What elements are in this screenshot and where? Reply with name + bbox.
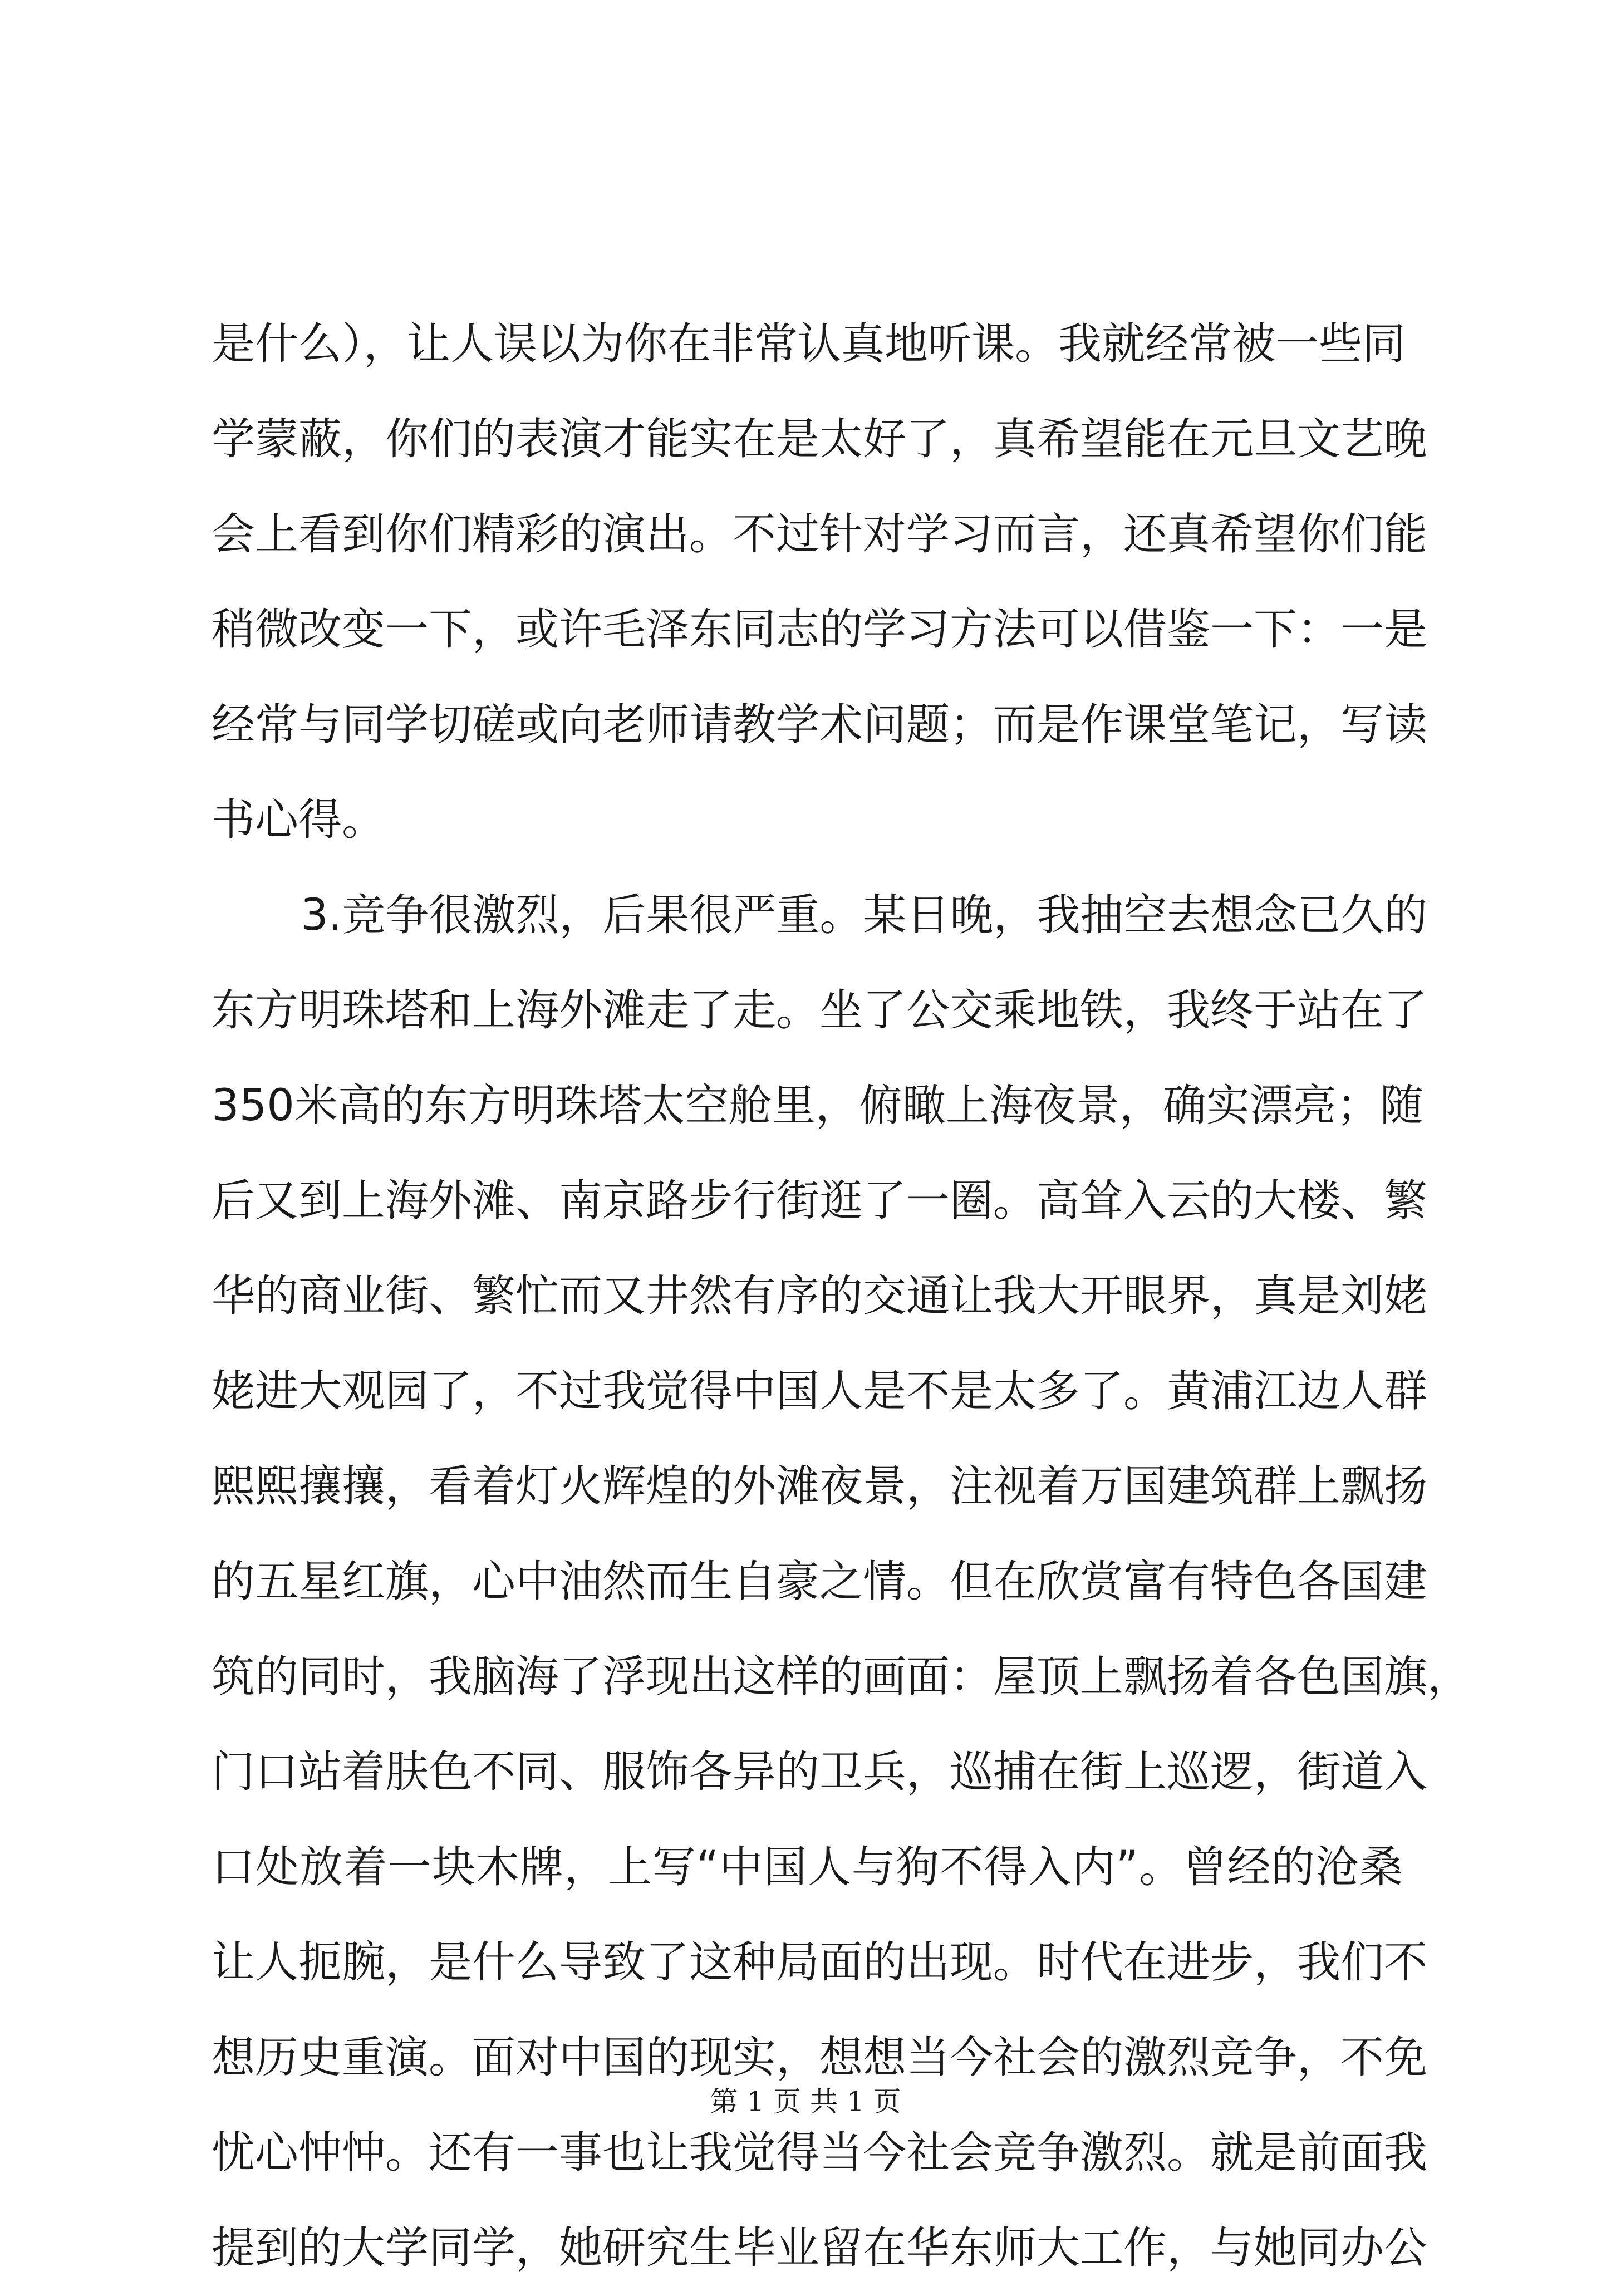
- text-line: 华的商业街、繁忙而又井然有序的交通让我大开眼界，真是刘姥: [212, 1271, 1428, 1321]
- text-line: 学蒙蔽，你们的表演才能实在是太好了，真希望能在元旦文艺晚: [212, 414, 1428, 464]
- text-line: 姥进大观园了，不过我觉得中国人是不是太多了。黄浦江边人群: [212, 1366, 1428, 1416]
- text-line: 提到的大学同学，她研究生毕业留在华东师大工作，与她同办公: [212, 2223, 1428, 2273]
- text-line: 书心得。: [212, 795, 386, 845]
- text-line: 经常与同学切磋或向老师请教学术问题；而是作课堂笔记，写读: [212, 700, 1428, 750]
- text-line: 想历史重演。面对中国的现实，想想当今社会的激烈竞争，不免: [212, 2033, 1428, 2083]
- text-line: 是什么），让人误以为你在非常认真地听课。我就经常被一些同: [212, 319, 1406, 369]
- text-line: 让人扼腕，是什么导致了这种局面的出现。时代在进步，我们不: [212, 1937, 1428, 1988]
- text-line: 会上看到你们精彩的演出。不过针对学习而言，还真希望你们能: [212, 509, 1428, 560]
- text-line: 口处放着一块木牌，上写“中国人与狗不得入内”。曾经的沧桑: [212, 1842, 1403, 1892]
- text-line: 筑的同时，我脑海了浮现出这样的画面：屋顶上飘扬着各色国旗，: [212, 1652, 1471, 1702]
- text-line: 后又到上海外滩、南京路步行街逛了一圈。高耸入云的大楼、繁: [212, 1176, 1428, 1226]
- text-line: 3.竞争很激烈，后果很严重。某日晚，我抽空去想念已久的: [301, 890, 1428, 940]
- text-line: 350米高的东方明珠塔太空舱里，俯瞰上海夜景，确实漂亮；随: [212, 1081, 1423, 1131]
- text-line: 东方明珠塔和上海外滩走了走。坐了公交乘地铁，我终于站在了: [212, 985, 1428, 1036]
- text-line: 的五星红旗，心中油然而生自豪之情。但在欣赏富有特色各国建: [212, 1557, 1428, 1607]
- body-text: [212, 297, 1471, 2296]
- text-line: 稍微改变一下，或许毛泽东同志的学习方法可以借鉴一下：一是: [212, 605, 1428, 655]
- page-footer: 第 1 页 共 1 页: [710, 2086, 901, 2118]
- text-line: 熙熙攘攘，看着灯火辉煌的外滩夜景，注视着万国建筑群上飘扬: [212, 1461, 1428, 1512]
- text-line: 门口站着肤色不同、服饰各异的卫兵，巡捕在街上巡逻，街道入: [212, 1747, 1428, 1797]
- text-line: 忧心忡忡。还有一事也让我觉得当今社会竞争激烈。就是前面我: [212, 2128, 1428, 2178]
